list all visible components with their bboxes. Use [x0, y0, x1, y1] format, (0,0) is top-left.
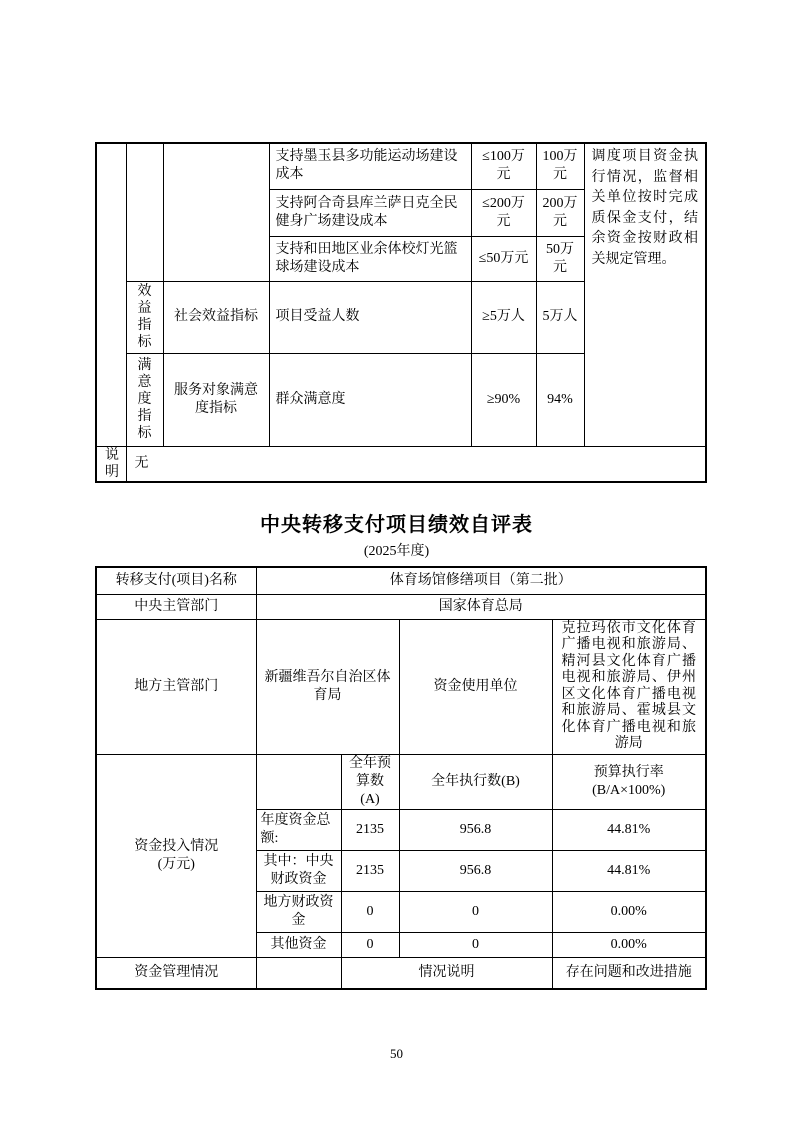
table-title: 中央转移支付项目绩效自评表 [260, 514, 533, 536]
local-dept-label: 地方主管部门 [96, 619, 256, 754]
remark-label: 说明 [96, 446, 126, 482]
fund-management-label: 资金管理情况 [96, 957, 256, 989]
indicator-actual-value: 94% [536, 353, 584, 446]
page-number: 50 [390, 1046, 403, 1061]
benefit-group-label: 效益指标 [126, 281, 163, 353]
funding-item-name: 地方财政资金 [256, 891, 341, 932]
remark-value: 无 [126, 446, 706, 482]
executed-value: 956.8 [399, 809, 552, 850]
indicator-name: 支持墨玉县多功能运动场建设成本 [269, 143, 471, 189]
self-evaluation-table [95, 566, 707, 990]
fund-user-label: 资金使用单位 [399, 619, 552, 754]
executed-value: 956.8 [399, 850, 552, 891]
indicator-name: 项目受益人数 [269, 281, 471, 353]
adjustment-note: 调度项目资金执行情况，监督相关单位按时完成质保金支付，结余资金按财政相关规定管理。 [584, 143, 706, 446]
empty-cell [163, 143, 269, 281]
satisfaction-category-label: 服务对象满意度指标 [163, 353, 269, 446]
indicator-target-value: ≤100万元 [471, 143, 536, 189]
executed-value: 0 [399, 891, 552, 932]
project-name-label: 转移支付(项目)名称 [96, 567, 256, 594]
local-dept-value: 新疆维吾尔自治区体育局 [256, 619, 399, 754]
budget-value: 0 [341, 932, 399, 957]
funding-unit: (万元) [157, 856, 195, 872]
indicator-name: 群众满意度 [269, 353, 471, 446]
indicator-name: 支持和田地区业余体校灯光篮球场建设成本 [269, 236, 471, 281]
indicator-target-value: ≥5万人 [471, 281, 536, 353]
performance-indicators-table [95, 142, 707, 483]
table-subtitle: (2025年度) [363, 544, 430, 559]
empty-cell [256, 754, 341, 809]
budget-value: 0 [341, 891, 399, 932]
indicator-actual-value: 5万人 [536, 281, 584, 353]
rate-value: 0.00% [552, 891, 706, 932]
indicator-target-value: ≥90% [471, 353, 536, 446]
indicator-actual-value: 100万元 [536, 143, 584, 189]
project-name-value: 体育场馆修缮项目（第二批） [256, 567, 706, 594]
funding-label: 资金投入情况 [134, 838, 219, 854]
funding-section-label [96, 754, 256, 957]
issues-label: 存在问题和改进措施 [552, 957, 706, 989]
funding-item-name: 其中：中央财政资金 [256, 850, 341, 891]
budget-column-header: 全年预算数(A) [341, 754, 399, 809]
fund-user-value: 克拉玛依市文化体育广播电视和旅游局、精河县文化体育广播电视和旅游局、伊州区文化体育广播电视和旅游局、霍城县文化体育广播电视和旅游局 [552, 619, 706, 754]
empty-cell [256, 957, 341, 989]
indicator-name: 支持阿合奇县库兰萨日克全民健身广场建设成本 [269, 189, 471, 236]
rate-column-header: 预算执行率(B/A×100%) [552, 754, 706, 809]
executed-value: 0 [399, 932, 552, 957]
empty-cell [96, 143, 126, 446]
central-dept-label: 中央主管部门 [96, 594, 256, 619]
funding-item-name: 其他资金 [256, 932, 341, 957]
indicator-actual-value: 200万元 [536, 189, 584, 236]
central-dept-value: 国家体育总局 [256, 594, 706, 619]
empty-cell [126, 143, 163, 281]
indicator-target-value: ≤200万元 [471, 189, 536, 236]
budget-value: 2135 [341, 809, 399, 850]
budget-value: 2135 [341, 850, 399, 891]
rate-value: 0.00% [552, 932, 706, 957]
indicator-actual-value: 50万元 [536, 236, 584, 281]
indicator-target-value: ≤50万元 [471, 236, 536, 281]
rate-value: 44.81% [552, 809, 706, 850]
rate-value: 44.81% [552, 850, 706, 891]
benefit-category-label: 社会效益指标 [163, 281, 269, 353]
satisfaction-group-label: 满意度指标 [126, 353, 163, 446]
funding-item-name: 年度资金总额: [256, 809, 341, 850]
situation-desc-label: 情况说明 [341, 957, 552, 989]
executed-column-header: 全年执行数(B) [399, 754, 552, 809]
